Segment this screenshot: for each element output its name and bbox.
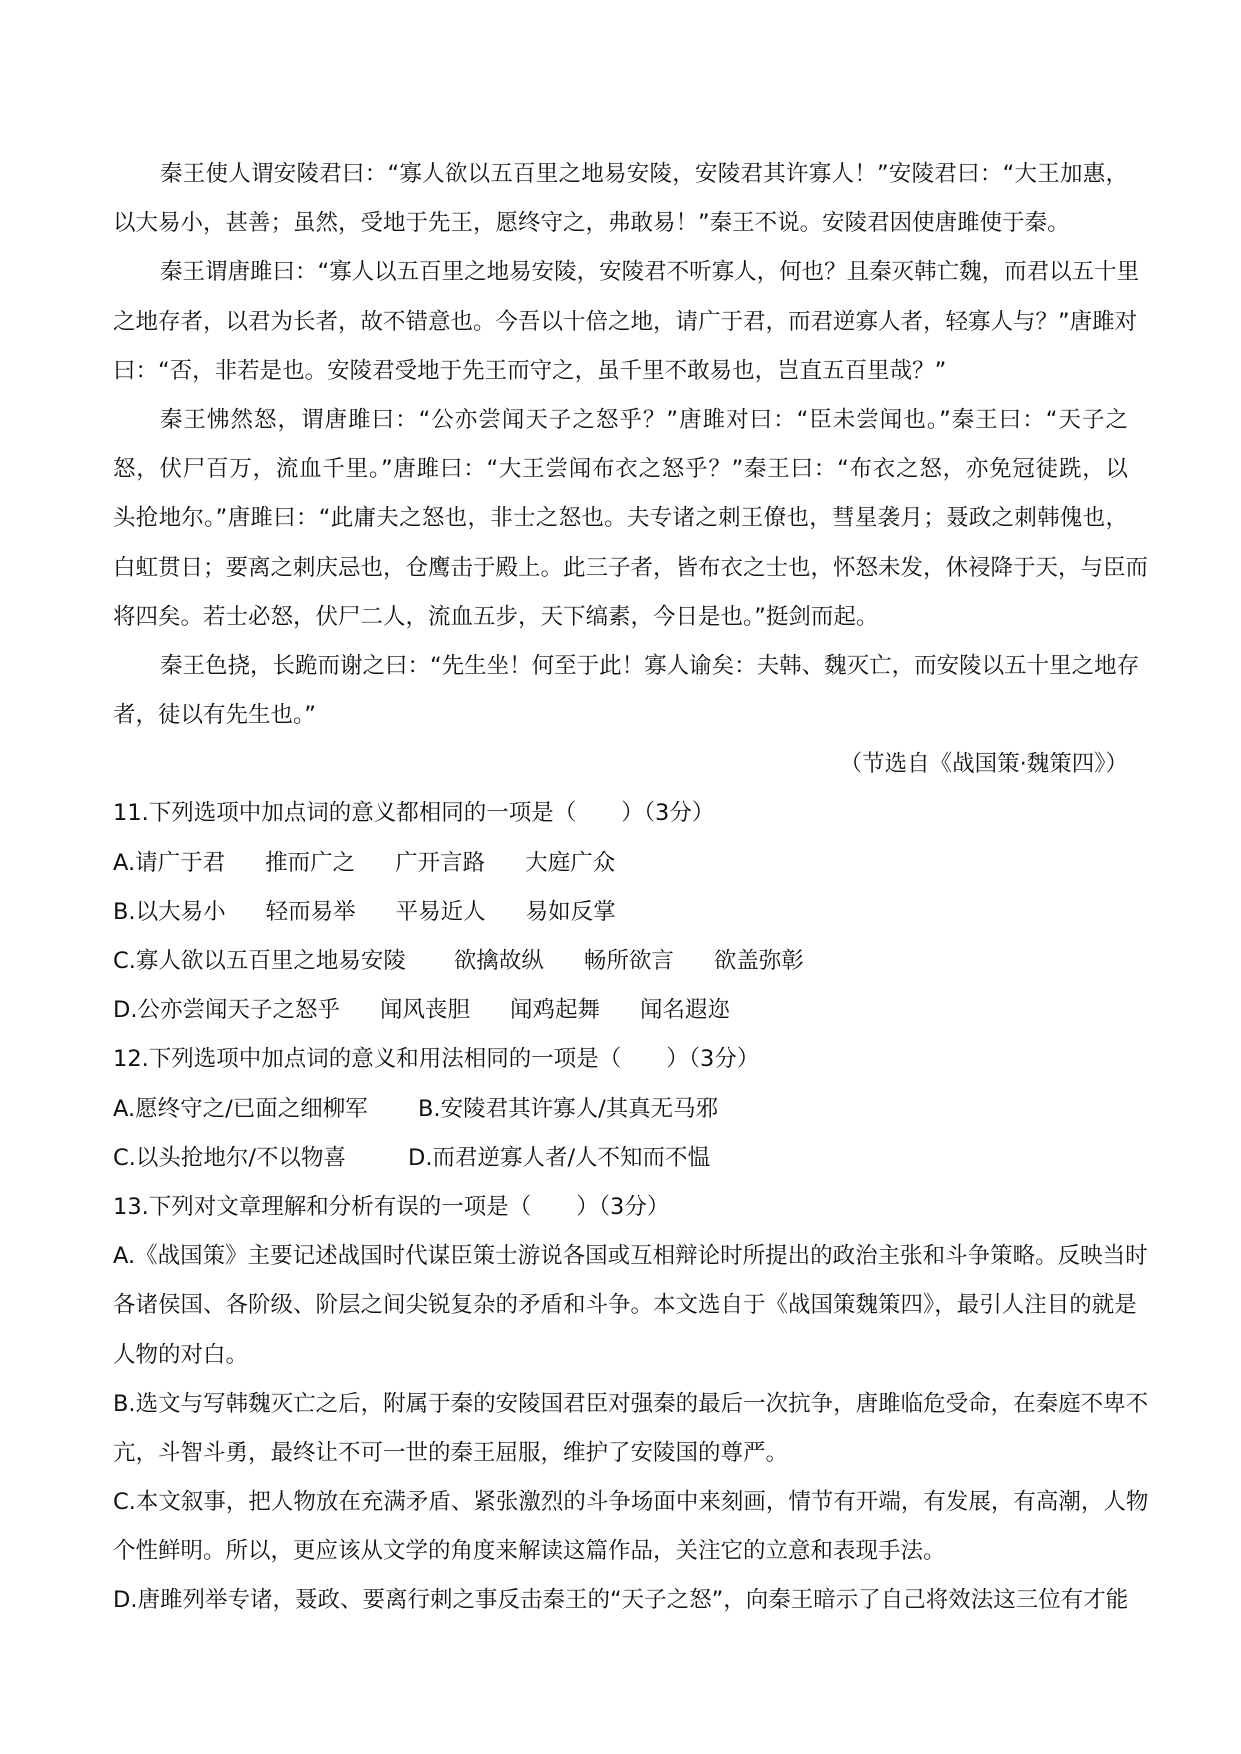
passage-line: 头抢地尔。”唐雎曰：“此庸夫之怒也，非士之怒也。夫专诸之刺王僚也，彗星袭月；聂政之刺韩傀也， (113, 505, 1128, 532)
passage-line: 秦王使人谓安陵君曰：“寡人欲以五百里之地易安陵，安陵君其许寡人！”安陵君曰：“大王加惠， (160, 161, 1128, 187)
option-text: 易如反掌 (525, 898, 616, 925)
option-text: D.而君逆寡人者/人不知而不愠 (408, 1144, 711, 1171)
question-stem: 11.下列选项中加点词的意义都相同的一项是（ ）（3分） (113, 800, 715, 827)
option-text: D.公亦尝闻天子之怒乎 (113, 997, 340, 1024)
question-13 (113, 1183, 1149, 1626)
passage-line: 秦王怫然怒，谓唐雎曰：“公亦尝闻天子之怒乎？”唐雎对曰：“臣未尝闻也。”秦王曰：“天子之 (160, 406, 1128, 433)
option-line: 亢，斗智斗勇，最终让不可一世的秦王屈服，维护了安陵国的尊严。 (113, 1439, 789, 1466)
option-text: 轻而易举 (265, 898, 356, 925)
option-line: A.《战国策》主要记述战国时代谋臣策士游说各国或互相辩论时所提出的政治主张和斗争策略。反映当时 (113, 1243, 1148, 1270)
option-row (113, 1134, 1128, 1183)
passage-line: 之地存者，以君为长者，故不错意也。今吾以十倍之地，请广于君，而君逆寡人者，轻寡人与？”唐雎对 (113, 308, 1138, 335)
option-text: 推而广之 (265, 849, 356, 876)
option-line: B.选文与写韩魏灭亡之后，附属于秦的安陵国君臣对强秦的最后一次抗争，唐雎临危受命，在秦庭不卑不 (113, 1390, 1149, 1417)
passage-line: 白虹贯日；要离之刺庆忌也，仓鹰击于殿上。此三子者，皆布衣之士也，怀怒未发，休祲降于天，与臣而 (113, 554, 1149, 581)
option-line: C.本文叙事，把人物放在充满矛盾、紧张激烈的斗争场面中来刻画，情节有开端，有发展，有高潮，人物 (113, 1489, 1149, 1516)
option-text: 欲盖弥彰 (713, 948, 804, 974)
passage-line: 怒，伏尸百万，流血千里。”唐雎曰：“大王尝闻布衣之怒乎？”秦王曰：“布衣之怒，亦免冠徒跣，以 (113, 456, 1128, 483)
option-row (113, 937, 1128, 986)
option-row (113, 1085, 1128, 1134)
option-line: 人物的对白。 (113, 1341, 249, 1368)
question-11 (113, 789, 1128, 1035)
option-text: A.请广于君 (113, 849, 226, 876)
passage-line: 秦王谓唐雎曰：“寡人以五百里之地易安陵，安陵君不听寡人，何也？且秦灭韩亡魏，而君以五十里 (160, 259, 1140, 286)
option-text: 大庭广众 (525, 849, 616, 876)
passage (113, 150, 1149, 789)
option-text: C.寡人欲以五百里之地易安陵 (113, 948, 406, 974)
option-text: C.以头抢地尔/不以物喜 (113, 1144, 346, 1171)
option-text: 平易近人 (395, 898, 486, 925)
passage-line: 将四矣。若士必怒，伏尸二人，流血五步，天下缟素，今日是也。”挺剑而起。 (113, 603, 879, 630)
option-text: B.安陵君其许寡人/其真无马邪 (418, 1095, 719, 1122)
option-text: B.以大易小 (113, 898, 226, 925)
option-line: 各诸侯国、各阶级、阶层之间尖锐复杂的矛盾和斗争。本文选自于《战国策魏策四》，最引人注目的就是 (113, 1292, 1137, 1319)
passage-line: 以大易小，甚善；虽然，受地于先王，愿终守之，弗敢易！”秦王不说。安陵君因使唐雎使于秦。 (113, 210, 1070, 237)
option-text: 闻名遐迩 (640, 997, 731, 1024)
option-row (113, 839, 1128, 888)
option-line: D.唐雎列举专诸，聂政、要离行刺之事反击秦王的“天子之怒”，向秦王暗示了自己将效法这三位有才能 (113, 1587, 1129, 1614)
option-text: 畅所欲言 (583, 948, 674, 974)
question-stem: 12.下列选项中加点词的意义和用法相同的一项是（ ）（3分） (113, 1046, 760, 1073)
passage-line: 秦王色挠，长跪而谢之曰：“先生坐！何至于此！寡人谕矣：夫韩、魏灭亡，而安陵以五十里之地存 (160, 652, 1140, 679)
option-row (113, 888, 1128, 937)
option-text: A.愿终守之/已面之细柳军 (113, 1095, 368, 1122)
option-line: 个性鲜明。所以，更应该从文学的角度来解读这篇作品，关注它的立意和表现手法。 (113, 1538, 946, 1565)
option-row (113, 986, 1128, 1035)
option-text: 欲擒故纵 (453, 948, 544, 974)
passage-line: 曰：“否，非若是也。安陵君受地于先王而守之，虽千里不敢易也，岂直五百里哉？” (113, 357, 947, 384)
document-page (113, 150, 1149, 1626)
option-text: 闻风丧胆 (379, 997, 470, 1024)
source-citation: （节选自《战国策·魏策四》） (839, 751, 1128, 778)
passage-line: 者，徒以有先生也。” (113, 702, 316, 729)
question-12 (113, 1035, 1128, 1183)
option-text: 闻鸡起舞 (510, 997, 601, 1024)
option-text: 广开言路 (395, 849, 486, 876)
question-stem: 13.下列对文章理解和分析有误的一项是（ ）（3分） (113, 1193, 670, 1220)
